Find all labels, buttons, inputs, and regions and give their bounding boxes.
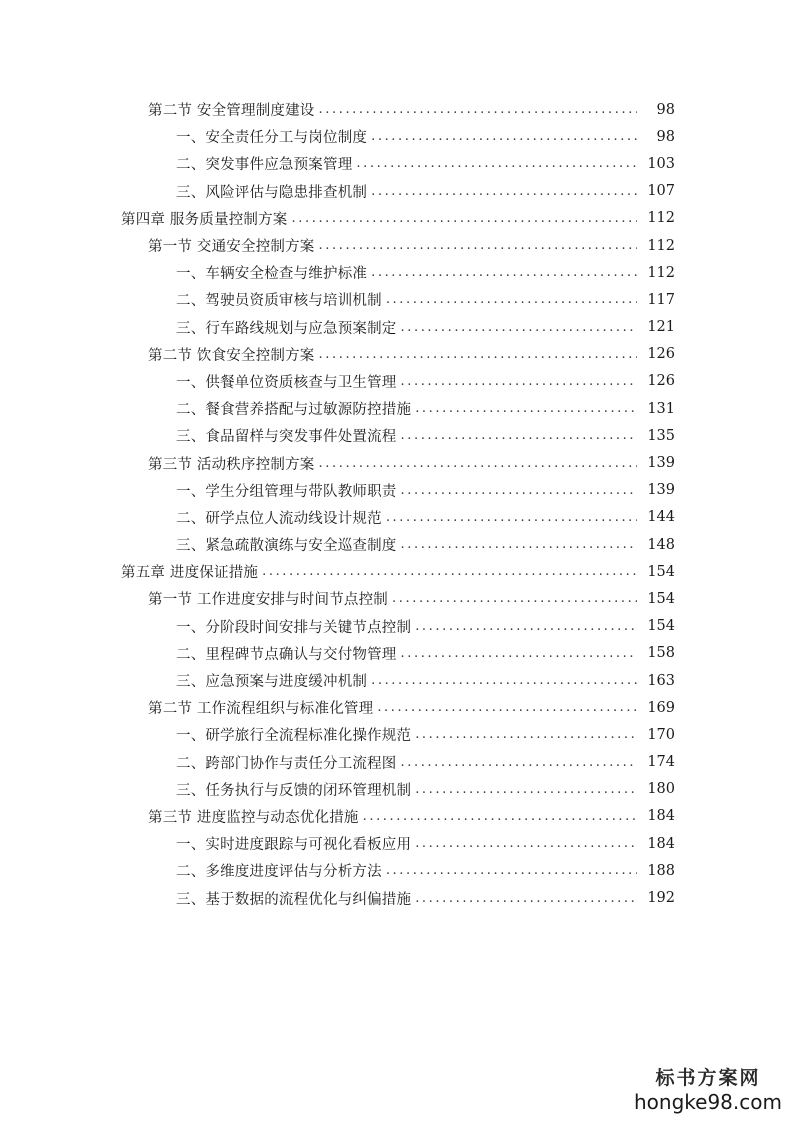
toc-entry[interactable] [0, 123, 793, 150]
toc-entry-page: 112 [647, 237, 675, 254]
toc-entry[interactable] [0, 803, 793, 830]
toc-entry-title: 三、应急预案与进度缓冲机制 [176, 674, 368, 691]
toc-entry-title: 一、分阶段时间安排与关键节点控制 [176, 619, 412, 636]
toc-entry-page: 107 [647, 183, 675, 200]
toc-leader-dots [319, 456, 637, 471]
toc-leader-dots [262, 564, 637, 579]
toc-entry-title: 三、紧急疏散演练与安全巡查制度 [176, 538, 397, 555]
toc-entry-page: 184 [647, 835, 675, 852]
toc-entry-page: 139 [647, 482, 675, 499]
toc-leader-dots [377, 700, 637, 715]
toc-entry-title: 三、基于数据的流程优化与纠偏措施 [176, 891, 412, 908]
toc-entry-title: 一、供餐单位资质核查与卫生管理 [176, 374, 397, 391]
toc-entry-page: 112 [647, 264, 675, 281]
toc-entry-page: 98 [656, 101, 675, 118]
toc-entry[interactable] [0, 341, 793, 368]
toc-entry-page: 184 [647, 808, 675, 825]
toc-entry-title: 第一节 工作进度安排与时间节点控制 [148, 592, 389, 609]
toc-entry-title: 第四章 服务质量控制方案 [121, 211, 288, 228]
toc-entry-page: 154 [647, 563, 675, 580]
toc-leader-dots [392, 591, 637, 606]
toc-entry-title: 一、学生分组管理与带队教师职责 [176, 483, 397, 500]
toc-entry-page: 126 [647, 346, 675, 363]
toc-entry-page: 154 [647, 618, 675, 635]
toc-entry-page: 121 [647, 319, 675, 336]
toc-entry-page: 131 [647, 400, 675, 417]
toc-leader-dots [415, 619, 637, 634]
toc-entry-title: 第二节 工作流程组织与标准化管理 [148, 701, 374, 718]
toc-entry-title: 第五章 进度保证措施 [121, 565, 259, 582]
toc-entry-title: 三、食品留样与突发事件处置流程 [176, 429, 397, 446]
toc-entry[interactable] [0, 830, 793, 857]
toc-entry[interactable] [0, 857, 793, 884]
table-of-contents [0, 96, 793, 912]
toc-entry-page: 154 [647, 590, 675, 607]
toc-leader-dots [319, 238, 637, 253]
toc-entry-title: 三、行车路线规划与应急预案制定 [176, 320, 397, 337]
toc-entry-page: 103 [647, 155, 675, 172]
toc-entry[interactable] [0, 640, 793, 667]
toc-entry-page: 144 [647, 509, 675, 526]
toc-leader-dots [415, 782, 637, 797]
toc-entry-page: 117 [647, 291, 675, 308]
toc-entry-page: 180 [647, 781, 675, 798]
toc-entry-page: 163 [647, 672, 675, 689]
toc-leader-dots [356, 156, 637, 171]
toc-entry[interactable] [0, 314, 793, 341]
toc-entry-title: 二、里程碑节点确认与交付物管理 [176, 646, 397, 663]
toc-entry[interactable] [0, 694, 793, 721]
toc-entry[interactable] [0, 449, 793, 476]
toc-entry-page: 126 [647, 373, 675, 390]
toc-leader-dots [363, 809, 637, 824]
toc-entry[interactable] [0, 504, 793, 531]
toc-entry-title: 一、安全责任分工与岗位制度 [176, 130, 368, 147]
toc-entry[interactable] [0, 749, 793, 776]
toc-leader-dots [371, 265, 637, 280]
toc-leader-dots [415, 891, 637, 906]
toc-leader-dots [401, 428, 638, 443]
toc-entry-title: 二、跨部门协作与责任分工流程图 [176, 755, 397, 772]
toc-entry-title: 一、实时进度跟踪与可视化看板应用 [176, 837, 412, 854]
toc-entry[interactable] [0, 96, 793, 123]
watermark-url: hongke98.com [634, 1090, 782, 1114]
toc-entry[interactable] [0, 259, 793, 286]
toc-entry[interactable] [0, 667, 793, 694]
toc-entry-page: 170 [647, 726, 675, 743]
toc-leader-dots [386, 292, 637, 307]
toc-entry-title: 第二节 安全管理制度建设 [148, 103, 315, 120]
toc-entry-page: 135 [647, 427, 675, 444]
toc-entry-page: 174 [647, 754, 675, 771]
toc-entry-page: 158 [647, 645, 675, 662]
toc-entry-title: 二、研学点位人流动线设计规范 [176, 510, 382, 527]
toc-entry[interactable] [0, 422, 793, 449]
toc-entry[interactable] [0, 531, 793, 558]
toc-entry[interactable] [0, 477, 793, 504]
toc-leader-dots [371, 673, 637, 688]
toc-entry-title: 第三节 活动秩序控制方案 [148, 456, 315, 473]
watermark-name: 标书方案网 [655, 1067, 761, 1089]
toc-entry[interactable] [0, 884, 793, 911]
toc-entry[interactable] [0, 558, 793, 585]
toc-leader-dots [319, 347, 637, 362]
toc-leader-dots [401, 483, 638, 498]
toc-leader-dots [386, 863, 637, 878]
toc-entry[interactable] [0, 585, 793, 612]
toc-leader-dots [401, 755, 638, 770]
toc-entry-title: 第一节 交通安全控制方案 [148, 239, 315, 256]
toc-entry-page: 169 [647, 699, 675, 716]
toc-entry-title: 一、研学旅行全流程标准化操作规范 [176, 728, 412, 745]
toc-entry[interactable] [0, 613, 793, 640]
toc-leader-dots [415, 727, 637, 742]
toc-entry-title: 二、突发事件应急预案管理 [176, 157, 353, 174]
toc-entry[interactable] [0, 368, 793, 395]
toc-entry-page: 192 [647, 890, 675, 907]
toc-entry[interactable] [0, 721, 793, 748]
toc-entry-title: 第二节 饮食安全控制方案 [148, 347, 315, 364]
toc-leader-dots [319, 102, 637, 117]
toc-entry[interactable] [0, 286, 793, 313]
toc-leader-dots [371, 129, 637, 144]
toc-entry-title: 二、餐食营养搭配与过敏源防控措施 [176, 402, 412, 419]
toc-entry-page: 188 [647, 862, 675, 879]
toc-leader-dots [415, 836, 637, 851]
toc-entry-page: 112 [647, 210, 675, 227]
toc-entry-title: 三、任务执行与反馈的闭环管理机制 [176, 782, 412, 799]
toc-entry-page: 98 [656, 128, 675, 145]
toc-entry[interactable] [0, 205, 793, 232]
toc-leader-dots [401, 537, 638, 552]
toc-entry[interactable] [0, 178, 793, 205]
toc-entry[interactable] [0, 150, 793, 177]
toc-entry[interactable] [0, 395, 793, 422]
toc-entry[interactable] [0, 776, 793, 803]
toc-entry-title: 第三节 进度监控与动态优化措施 [148, 809, 359, 826]
toc-entry[interactable] [0, 232, 793, 259]
toc-leader-dots [401, 320, 638, 335]
toc-leader-dots [415, 401, 637, 416]
toc-leader-dots [401, 646, 638, 661]
toc-leader-dots [386, 510, 637, 525]
toc-entry-title: 二、驾驶员资质审核与培训机制 [176, 293, 382, 310]
toc-leader-dots [371, 184, 637, 199]
toc-entry-title: 二、多维度进度评估与分析方法 [176, 864, 382, 881]
toc-entry-title: 一、车辆安全检查与维护标准 [176, 266, 368, 283]
toc-leader-dots [292, 211, 637, 226]
watermark-logo [633, 1063, 783, 1114]
toc-entry-page: 139 [647, 455, 675, 472]
toc-entry-title: 三、风险评估与隐患排查机制 [176, 184, 368, 201]
toc-leader-dots [401, 374, 638, 389]
toc-entry-page: 148 [647, 536, 675, 553]
